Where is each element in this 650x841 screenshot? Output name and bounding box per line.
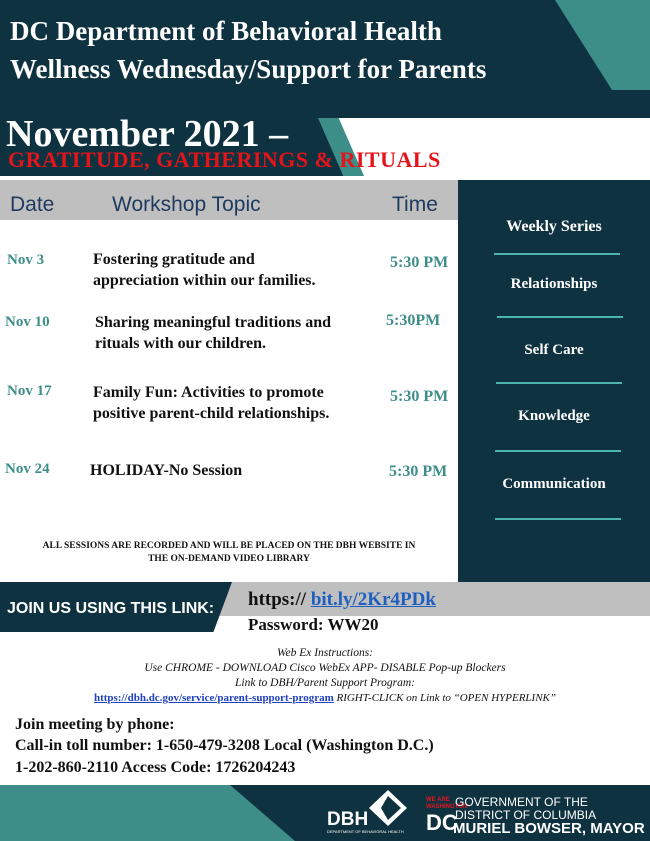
dc-logo-mark: DC <box>426 810 458 835</box>
column-header-date: Date <box>10 193 55 216</box>
washington-text: WASHINGTON <box>426 804 468 810</box>
divider <box>497 316 623 318</box>
column-header-time: Time <box>392 193 438 216</box>
month-title: November 2021 – <box>6 113 289 155</box>
gov-line2: DISTRICT OF COLUMBIA <box>455 808 597 822</box>
webex-link-line <box>0 692 650 704</box>
webex-title: Web Ex Instructions: <box>276 647 374 659</box>
dbh-logo-subtext: DEPARTMENT OF BEHAVIORAL HEALTH <box>327 829 404 834</box>
row-time: 5:30 PM <box>390 254 449 271</box>
row-time: 5:30 PM <box>389 463 448 480</box>
right-click-note: RIGHT-CLICK on Link to “OPEN HYPERLINK” <box>333 692 557 704</box>
series-item-self-care: Self Care <box>524 342 584 358</box>
row-topic-line2: appreciation within our families. <box>93 272 316 289</box>
row-topic-line2: rituals with our children. <box>95 335 266 352</box>
dc-map-icon <box>367 788 409 828</box>
link-prefix: https:// <box>248 589 307 610</box>
series-item-communication: Communication <box>502 476 606 492</box>
meeting-link[interactable]: bit.ly/2Kr4PDk <box>310 589 436 610</box>
series-item-relationships: Relationships <box>510 276 598 292</box>
header-title-line1: DC Department of Behavioral Health <box>10 16 442 46</box>
row-topic-line1: Fostering gratitude and <box>93 251 255 268</box>
webex-browser-note: Use CHROME - DOWNLOAD Cisco WebEx APP- DISABLE Pop-up Blockers <box>144 662 506 674</box>
row-topic-line2: positive parent-child relationships. <box>93 405 330 422</box>
row-date: Nov 17 <box>7 383 52 399</box>
join-label: JOIN US USING THIS LINK: <box>7 600 215 617</box>
recorded-note-line2: THE ON-DEMAND VIDEO LIBRARY <box>148 554 310 564</box>
we-are-text: WE ARE <box>426 797 450 803</box>
divider <box>494 253 620 255</box>
program-link[interactable]: https://dbh.dc.gov/service/parent-support-program <box>93 692 334 704</box>
series-item-knowledge: Knowledge <box>518 408 590 424</box>
dbh-logo-text: DBH <box>327 809 369 830</box>
weekly-series-panel <box>458 180 650 582</box>
row-topic-line1: Sharing meaningful traditions and <box>95 314 332 331</box>
row-time: 5:30PM <box>386 312 441 329</box>
row-date: Nov 24 <box>5 461 50 477</box>
phone-toll-number: Call-in toll number: 1-650-479-3208 Local (Washington D.C.) <box>15 737 434 754</box>
divider <box>496 382 622 384</box>
phone-access-code: 1-202-860-2110 Access Code: 1726204243 <box>15 759 296 776</box>
meeting-link-line <box>248 589 436 611</box>
row-topic-line1: HOLIDAY-No Session <box>90 462 243 479</box>
gov-line3: MURIEL BOWSER, MAYOR <box>453 820 645 837</box>
divider <box>495 450 621 452</box>
weekly-series-title: Weekly Series <box>506 218 602 235</box>
meeting-password: Password: WW20 <box>248 615 379 634</box>
row-date: Nov 3 <box>7 252 45 268</box>
phone-heading: Join meeting by phone: <box>15 716 175 733</box>
divider <box>495 518 621 520</box>
row-topic-line1: Family Fun: Activities to promote <box>93 384 324 401</box>
row-time: 5:30 PM <box>390 388 449 405</box>
column-header-topic: Workshop Topic <box>112 193 261 216</box>
month-theme: GRATITUDE, GATHERINGS & RITUALS <box>8 147 441 172</box>
recorded-sessions-note <box>0 540 458 566</box>
gov-line1: GOVERNMENT OF THE <box>455 795 588 809</box>
recorded-note-line1: ALL SESSIONS ARE RECORDED AND WILL BE PLACED ON THE DBH WEBSITE IN <box>42 541 416 551</box>
webex-link-label: Link to DBH/Parent Support Program: <box>235 677 415 689</box>
header-title-line2: Wellness Wednesday/Support for Parents <box>10 54 487 84</box>
row-date: Nov 10 <box>5 314 50 330</box>
